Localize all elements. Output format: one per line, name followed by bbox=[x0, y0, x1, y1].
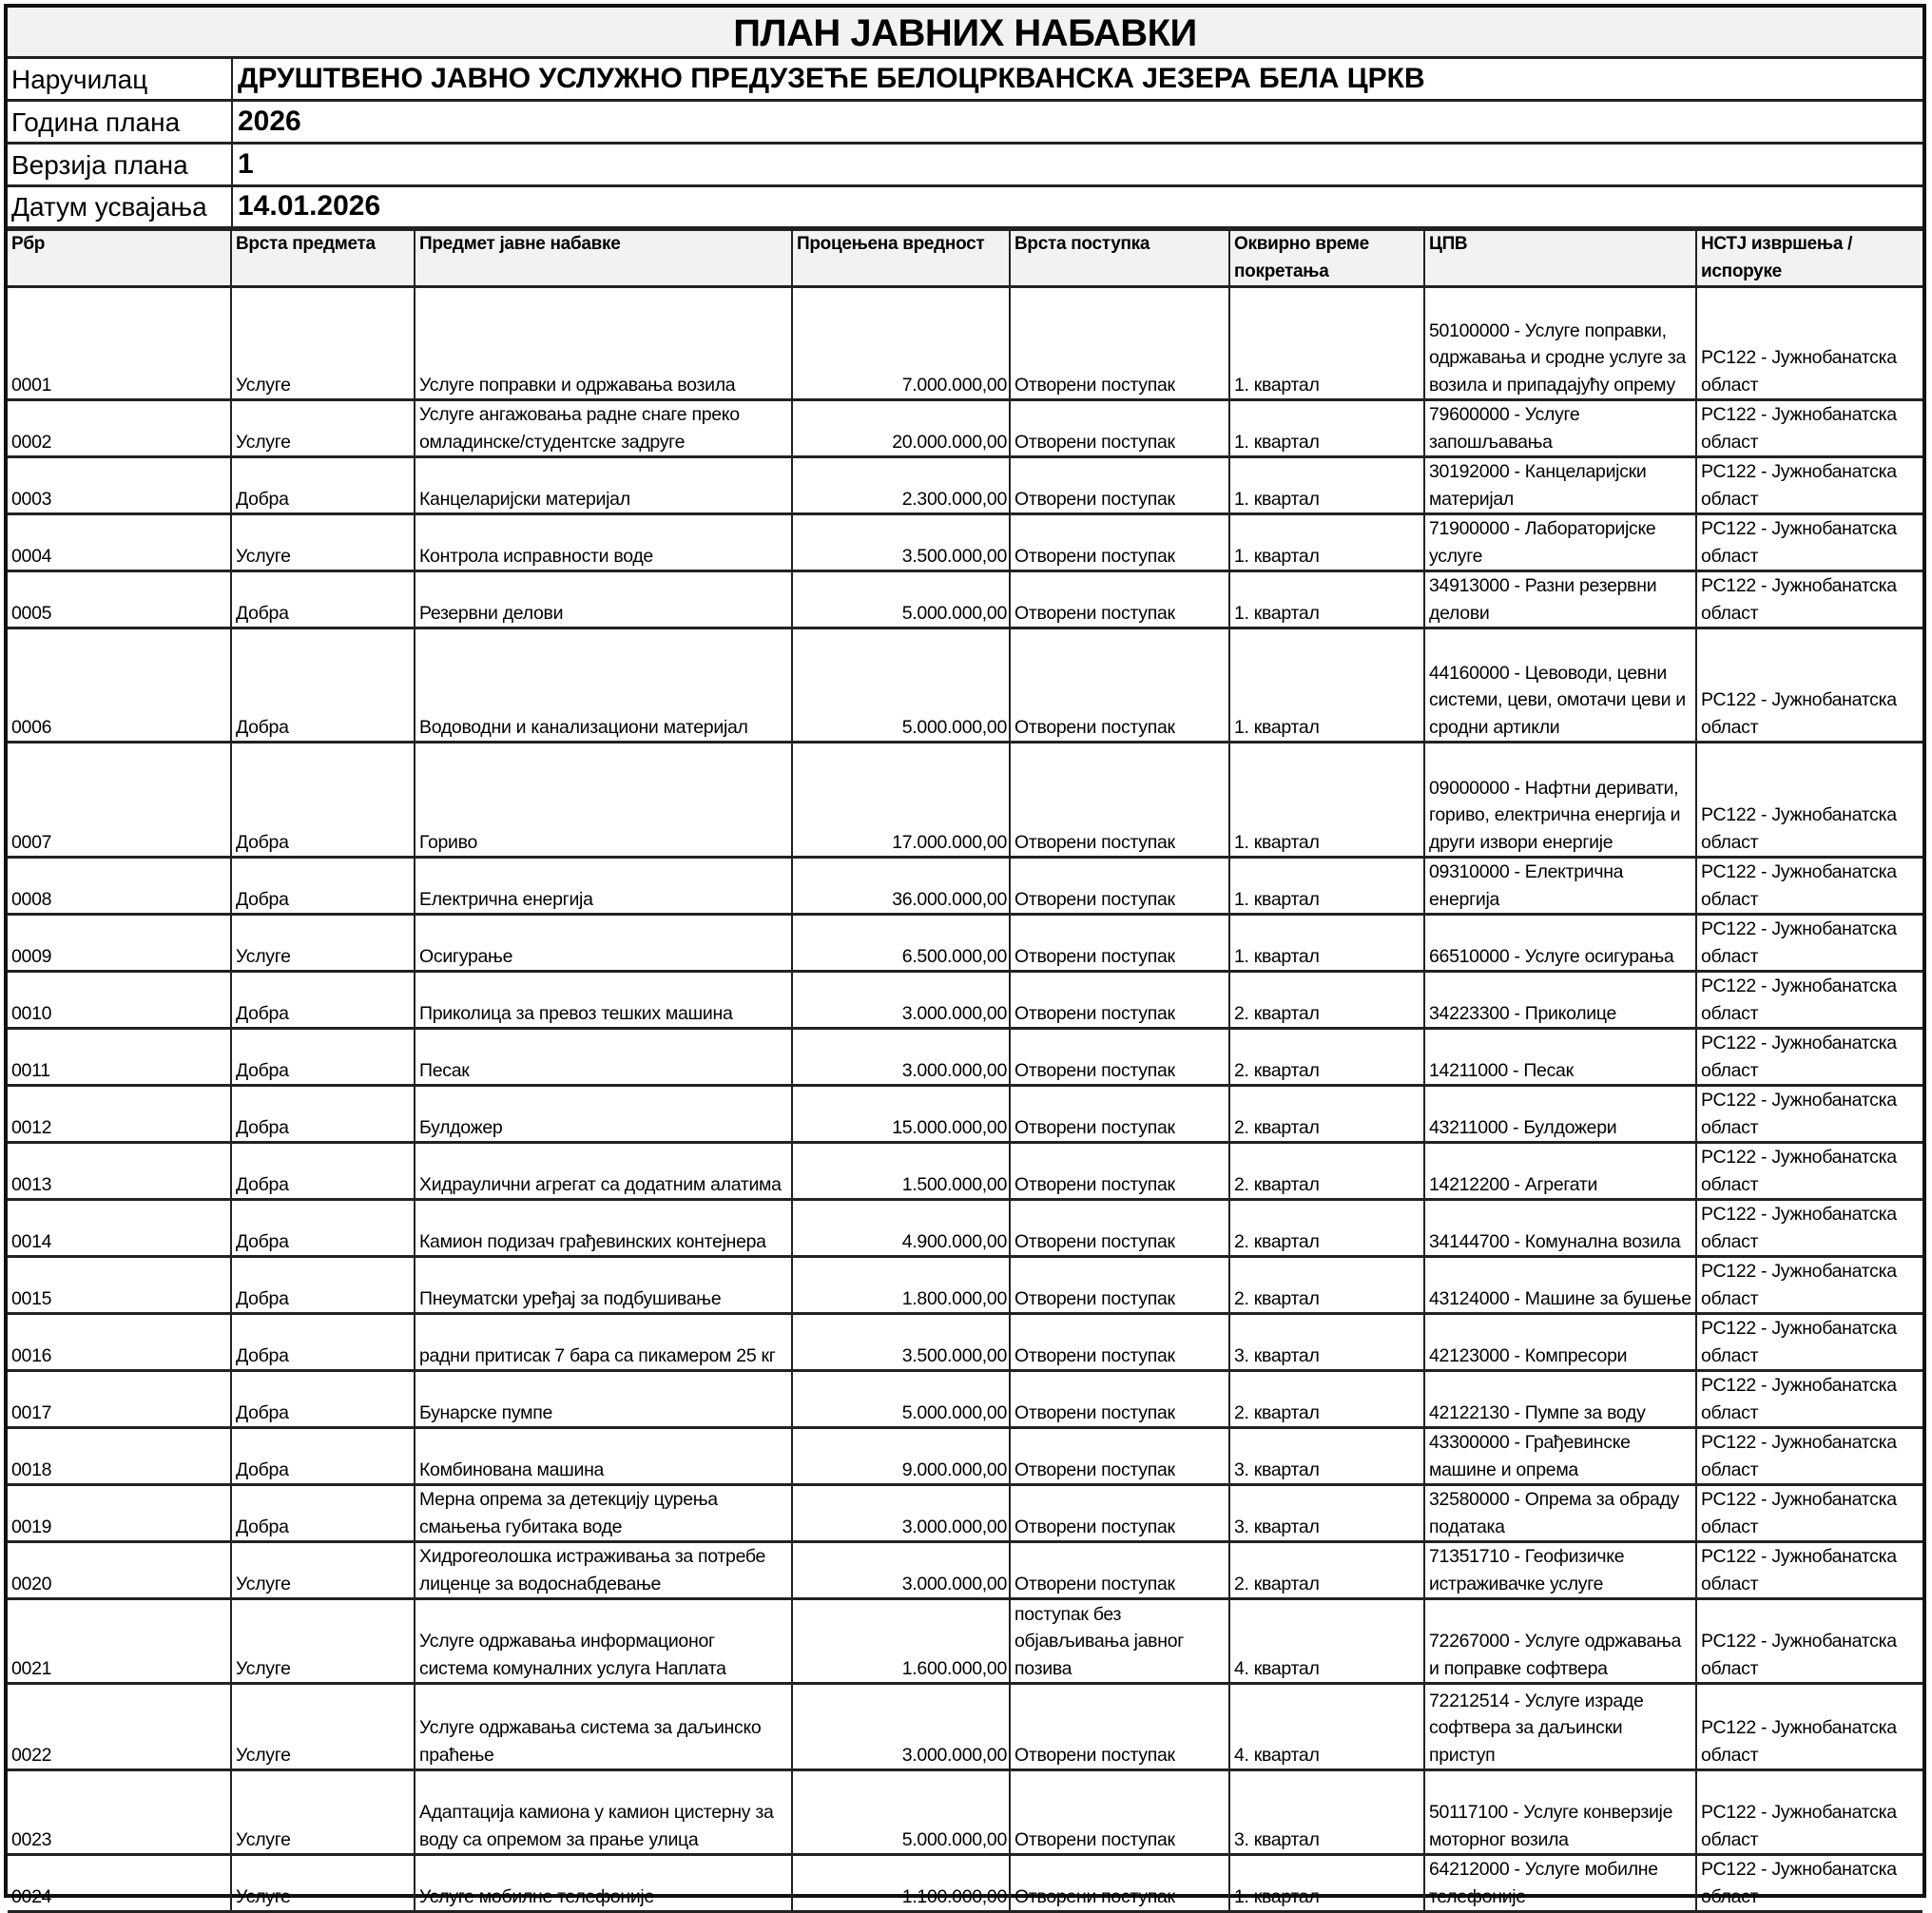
estimated-value-cell: 3.000.000,00 bbox=[792, 972, 1010, 1029]
procedure-type-cell: Отворени поступак bbox=[1010, 1770, 1229, 1855]
cpv-code-cell: 09000000 - Нафтни деривати, гориво, електрична енергија и други извори енергије bbox=[1424, 743, 1696, 858]
item-subject-cell: Гориво bbox=[415, 743, 792, 858]
table-row bbox=[8, 1599, 1922, 1684]
item-type-cell: Услуге bbox=[231, 400, 415, 457]
item-subject-cell: Услуге одржавања информационог система комуналних услуга Наплата bbox=[415, 1599, 792, 1684]
procedure-type-cell: поступак без објављивања јавног позива bbox=[1010, 1599, 1229, 1684]
estimated-value-cell: 1.500.000,00 bbox=[792, 1143, 1010, 1200]
procedure-type-cell: Отворени поступак bbox=[1010, 972, 1229, 1029]
launch-period-cell: 3. квартал bbox=[1229, 1428, 1424, 1485]
table-row bbox=[8, 1143, 1922, 1200]
item-type-cell: Добра bbox=[231, 628, 415, 743]
row-number-cell: 0009 bbox=[8, 915, 231, 972]
divider bbox=[231, 102, 233, 142]
item-subject-cell: Услуге ангажовања радне снаге преко омладинске/студентске задруге bbox=[415, 400, 792, 457]
launch-period-cell: 2. квартал bbox=[1229, 1371, 1424, 1428]
meta-label: Верзија плана bbox=[11, 150, 188, 180]
item-type-cell: Услуге bbox=[231, 915, 415, 972]
item-type-cell: Услуге bbox=[231, 1684, 415, 1770]
launch-period-cell: 2. квартал bbox=[1229, 1200, 1424, 1257]
launch-period-cell: 1. квартал bbox=[1229, 287, 1424, 400]
launch-period-cell: 2. квартал bbox=[1229, 1086, 1424, 1143]
cpv-code-cell: 42122130 - Пумпе за воду bbox=[1424, 1371, 1696, 1428]
procedure-type-cell: Отворени поступак bbox=[1010, 1855, 1229, 1912]
divider bbox=[231, 59, 233, 99]
item-type-cell: Услуге bbox=[231, 1770, 415, 1855]
row-number-cell: 0024 bbox=[8, 1855, 231, 1912]
estimated-value-cell: 3.000.000,00 bbox=[792, 1684, 1010, 1770]
launch-period-cell: 1. квартал bbox=[1229, 400, 1424, 457]
nstj-region-cell: РС122 - Јужнобанатска област bbox=[1696, 1257, 1922, 1314]
item-type-cell: Добра bbox=[231, 743, 415, 858]
nstj-region-cell: РС122 - Јужнобанатска област bbox=[1696, 1428, 1922, 1485]
estimated-value-cell: 9.000.000,00 bbox=[792, 1428, 1010, 1485]
launch-period-cell: 3. квартал bbox=[1229, 1770, 1424, 1855]
estimated-value-cell: 3.000.000,00 bbox=[792, 1029, 1010, 1086]
estimated-value-cell: 2.300.000,00 bbox=[792, 457, 1010, 514]
launch-period-cell: 1. квартал bbox=[1229, 457, 1424, 514]
item-type-cell: Добра bbox=[231, 1200, 415, 1257]
meta-label: Наручилац bbox=[11, 65, 148, 94]
table-row bbox=[8, 1485, 1922, 1542]
procedure-type-cell: Отворени поступак bbox=[1010, 571, 1229, 628]
row-number-cell: 0007 bbox=[8, 743, 231, 858]
nstj-region-cell: РС122 - Јужнобанатска област bbox=[1696, 400, 1922, 457]
nstj-region-cell: РС122 - Јужнобанатска област bbox=[1696, 628, 1922, 743]
launch-period-cell: 1. квартал bbox=[1229, 571, 1424, 628]
cpv-code-cell: 50100000 - Услуге поправки, одржавања и сродне услуге за возила и припадајућу опрему bbox=[1424, 287, 1696, 400]
cpv-code-cell: 72267000 - Услуге одржавања и поправке софтвера bbox=[1424, 1599, 1696, 1684]
cpv-code-cell: 64212000 - Услуге мобилне телефоније bbox=[1424, 1855, 1696, 1912]
estimated-value-cell: 3.500.000,00 bbox=[792, 514, 1010, 571]
table-row bbox=[8, 400, 1922, 457]
meta-row-date bbox=[8, 187, 1922, 229]
table-row bbox=[8, 1684, 1922, 1770]
row-number-cell: 0010 bbox=[8, 972, 231, 1029]
column-header: НСТЈ извршења / испоруке bbox=[1696, 230, 1922, 287]
table-row bbox=[8, 1855, 1922, 1912]
meta-row-client bbox=[8, 59, 1922, 102]
item-subject-cell: Мерна опрема за детекцију цурења смањења губитака воде bbox=[415, 1485, 792, 1542]
nstj-region-cell: РС122 - Јужнобанатска област bbox=[1696, 1314, 1922, 1371]
row-number-cell: 0001 bbox=[8, 287, 231, 400]
item-type-cell: Добра bbox=[231, 1485, 415, 1542]
row-number-cell: 0006 bbox=[8, 628, 231, 743]
nstj-region-cell: РС122 - Јужнобанатска област bbox=[1696, 514, 1922, 571]
row-number-cell: 0011 bbox=[8, 1029, 231, 1086]
item-subject-cell: Адаптација камиона у камион цистерну за воду са опремом за прање улица bbox=[415, 1770, 792, 1855]
row-number-cell: 0023 bbox=[8, 1770, 231, 1855]
procedure-type-cell: Отворени поступак bbox=[1010, 1542, 1229, 1599]
nstj-region-cell: РС122 - Јужнобанатска област bbox=[1696, 1770, 1922, 1855]
procedure-type-cell: Отворени поступак bbox=[1010, 1200, 1229, 1257]
nstj-region-cell: РС122 - Јужнобанатска област bbox=[1696, 1143, 1922, 1200]
nstj-region-cell: РС122 - Јужнобанатска област bbox=[1696, 1599, 1922, 1684]
cpv-code-cell: 43211000 - Булдожери bbox=[1424, 1086, 1696, 1143]
item-type-cell: Добра bbox=[231, 1143, 415, 1200]
estimated-value-cell: 4.900.000,00 bbox=[792, 1200, 1010, 1257]
nstj-region-cell: РС122 - Јужнобанатска област bbox=[1696, 1200, 1922, 1257]
launch-period-cell: 2. квартал bbox=[1229, 972, 1424, 1029]
estimated-value-cell: 5.000.000,00 bbox=[792, 1371, 1010, 1428]
row-number-cell: 0018 bbox=[8, 1428, 231, 1485]
cpv-code-cell: 34913000 - Разни резервни делови bbox=[1424, 571, 1696, 628]
estimated-value-cell: 1.800.000,00 bbox=[792, 1257, 1010, 1314]
procedure-type-cell: Отворени поступак bbox=[1010, 1029, 1229, 1086]
cpv-code-cell: 42123000 - Компресори bbox=[1424, 1314, 1696, 1371]
item-type-cell: Услуге bbox=[231, 1599, 415, 1684]
cpv-code-cell: 71351710 - Геофизичке истраживачке услуге bbox=[1424, 1542, 1696, 1599]
item-subject-cell: Услуге поправки и одржавања возила bbox=[415, 287, 792, 400]
cpv-code-cell: 43300000 - Грађевинске машине и опрема bbox=[1424, 1428, 1696, 1485]
column-header: ЦПВ bbox=[1424, 230, 1696, 287]
item-type-cell: Добра bbox=[231, 1086, 415, 1143]
row-number-cell: 0017 bbox=[8, 1371, 231, 1428]
launch-period-cell: 1. квартал bbox=[1229, 628, 1424, 743]
item-type-cell: Услуге bbox=[231, 287, 415, 400]
row-number-cell: 0003 bbox=[8, 457, 231, 514]
row-number-cell: 0016 bbox=[8, 1314, 231, 1371]
cpv-code-cell: 14212200 - Агрегати bbox=[1424, 1143, 1696, 1200]
launch-period-cell: 2. квартал bbox=[1229, 1542, 1424, 1599]
table-row bbox=[8, 743, 1922, 858]
column-header: Оквирно време покретања bbox=[1229, 230, 1424, 287]
table-row bbox=[8, 1770, 1922, 1855]
item-subject-cell: Канцеларијски материјал bbox=[415, 457, 792, 514]
item-subject-cell: Контрола исправности воде bbox=[415, 514, 792, 571]
table-row bbox=[8, 858, 1922, 915]
cpv-code-cell: 50117100 - Услуге конверзије моторног возила bbox=[1424, 1770, 1696, 1855]
item-type-cell: Услуге bbox=[231, 1542, 415, 1599]
cpv-code-cell: 14211000 - Песак bbox=[1424, 1029, 1696, 1086]
cpv-code-cell: 66510000 - Услуге осигурања bbox=[1424, 915, 1696, 972]
procedure-type-cell: Отворени поступак bbox=[1010, 400, 1229, 457]
page-title: ПЛАН ЈАВНИХ НАБАВКИ bbox=[8, 8, 1922, 59]
estimated-value-cell: 3.500.000,00 bbox=[792, 1314, 1010, 1371]
procedure-type-cell: Отворени поступак bbox=[1010, 1143, 1229, 1200]
item-type-cell: Добра bbox=[231, 1314, 415, 1371]
meta-label: Датум усвајања bbox=[11, 192, 207, 222]
nstj-region-cell: РС122 - Јужнобанатска област bbox=[1696, 1485, 1922, 1542]
procedure-type-cell: Отворени поступак bbox=[1010, 1371, 1229, 1428]
column-header: Врста поступка bbox=[1010, 230, 1229, 287]
launch-period-cell: 2. квартал bbox=[1229, 1257, 1424, 1314]
launch-period-cell: 2. квартал bbox=[1229, 1143, 1424, 1200]
launch-period-cell: 4. квартал bbox=[1229, 1684, 1424, 1770]
nstj-region-cell: РС122 - Јужнобанатска област bbox=[1696, 1855, 1922, 1912]
table-body bbox=[8, 287, 1922, 1912]
cpv-code-cell: 32580000 - Опрема за обраду података bbox=[1424, 1485, 1696, 1542]
meta-value: 2026 bbox=[238, 106, 301, 137]
item-subject-cell: Услуге одржавања система за даљинско праћење bbox=[415, 1684, 792, 1770]
launch-period-cell: 1. квартал bbox=[1229, 915, 1424, 972]
item-subject-cell: Осигурање bbox=[415, 915, 792, 972]
table-row bbox=[8, 1428, 1922, 1485]
row-number-cell: 0008 bbox=[8, 858, 231, 915]
table-row bbox=[8, 1314, 1922, 1371]
table-row bbox=[8, 287, 1922, 400]
row-number-cell: 0012 bbox=[8, 1086, 231, 1143]
item-subject-cell: Булдожер bbox=[415, 1086, 792, 1143]
estimated-value-cell: 5.000.000,00 bbox=[792, 571, 1010, 628]
procedure-type-cell: Отворени поступак bbox=[1010, 1257, 1229, 1314]
item-type-cell: Добра bbox=[231, 1029, 415, 1086]
cpv-code-cell: 44160000 - Цевоводи, цевни системи, цеви, омотачи цеви и сродни артикли bbox=[1424, 628, 1696, 743]
procurement-table bbox=[8, 229, 1922, 1913]
nstj-region-cell: РС122 - Јужнобанатска област bbox=[1696, 858, 1922, 915]
table-row bbox=[8, 972, 1922, 1029]
estimated-value-cell: 17.000.000,00 bbox=[792, 743, 1010, 858]
procedure-type-cell: Отворени поступак bbox=[1010, 915, 1229, 972]
estimated-value-cell: 20.000.000,00 bbox=[792, 400, 1010, 457]
item-type-cell: Добра bbox=[231, 571, 415, 628]
row-number-cell: 0004 bbox=[8, 514, 231, 571]
nstj-region-cell: РС122 - Јужнобанатска област bbox=[1696, 1086, 1922, 1143]
meta-value: 1 bbox=[238, 148, 254, 180]
procedure-type-cell: Отворени поступак bbox=[1010, 457, 1229, 514]
nstj-region-cell: РС122 - Јужнобанатска област bbox=[1696, 287, 1922, 400]
nstj-region-cell: РС122 - Јужнобанатска област bbox=[1696, 457, 1922, 514]
table-row bbox=[8, 1257, 1922, 1314]
divider bbox=[231, 187, 233, 226]
item-type-cell: Добра bbox=[231, 972, 415, 1029]
table-row bbox=[8, 514, 1922, 571]
nstj-region-cell: РС122 - Јужнобанатска област bbox=[1696, 571, 1922, 628]
item-subject-cell: Пнеуматски уређај за подбушивање bbox=[415, 1257, 792, 1314]
item-subject-cell: Приколица за превоз тешких машина bbox=[415, 972, 792, 1029]
procedure-type-cell: Отворени поступак bbox=[1010, 743, 1229, 858]
nstj-region-cell: РС122 - Јужнобанатска област bbox=[1696, 743, 1922, 858]
table-row bbox=[8, 915, 1922, 972]
table-row bbox=[8, 1200, 1922, 1257]
divider bbox=[231, 145, 233, 184]
item-subject-cell: Песак bbox=[415, 1029, 792, 1086]
column-header: Процењена вредност bbox=[792, 230, 1010, 287]
item-subject-cell: Камион подизач грађевинских контејнера bbox=[415, 1200, 792, 1257]
estimated-value-cell: 1.100.000,00 bbox=[792, 1855, 1010, 1912]
cpv-code-cell: 79600000 - Услуге запошљавања bbox=[1424, 400, 1696, 457]
row-number-cell: 0005 bbox=[8, 571, 231, 628]
row-number-cell: 0014 bbox=[8, 1200, 231, 1257]
item-subject-cell: Хидраулични агрегат са додатним алатима bbox=[415, 1143, 792, 1200]
table-row bbox=[8, 1371, 1922, 1428]
cpv-code-cell: 71900000 - Лабораторијске услуге bbox=[1424, 514, 1696, 571]
item-type-cell: Добра bbox=[231, 1371, 415, 1428]
table-row bbox=[8, 457, 1922, 514]
nstj-region-cell: РС122 - Јужнобанатска област bbox=[1696, 1542, 1922, 1599]
estimated-value-cell: 3.000.000,00 bbox=[792, 1542, 1010, 1599]
procurement-plan-sheet bbox=[4, 4, 1926, 1907]
procedure-type-cell: Отворени поступак bbox=[1010, 287, 1229, 400]
launch-period-cell: 1. квартал bbox=[1229, 514, 1424, 571]
nstj-region-cell: РС122 - Јужнобанатска област bbox=[1696, 915, 1922, 972]
table-header-row bbox=[8, 230, 1922, 287]
launch-period-cell: 2. квартал bbox=[1229, 1029, 1424, 1086]
meta-row-year bbox=[8, 102, 1922, 145]
item-subject-cell: Хидрогеолошка истраживања за потребе лиценце за водоснабдевање bbox=[415, 1542, 792, 1599]
item-subject-cell: Резервни делови bbox=[415, 571, 792, 628]
nstj-region-cell: РС122 - Јужнобанатска област bbox=[1696, 972, 1922, 1029]
table-row bbox=[8, 571, 1922, 628]
launch-period-cell: 3. квартал bbox=[1229, 1314, 1424, 1371]
nstj-region-cell: РС122 - Јужнобанатска област bbox=[1696, 1371, 1922, 1428]
procedure-type-cell: Отворени поступак bbox=[1010, 858, 1229, 915]
nstj-region-cell: РС122 - Јужнобанатска област bbox=[1696, 1684, 1922, 1770]
table-row bbox=[8, 1029, 1922, 1086]
meta-value: 14.01.2026 bbox=[238, 190, 381, 222]
estimated-value-cell: 5.000.000,00 bbox=[792, 1770, 1010, 1855]
estimated-value-cell: 1.600.000,00 bbox=[792, 1599, 1010, 1684]
meta-value: ДРУШТВЕНО ЈАВНО УСЛУЖНО ПРЕДУЗЕЋЕ БЕЛОЦРКВАНСКА ЈЕЗЕРА БЕЛА ЦРКВ bbox=[238, 63, 1425, 94]
nstj-region-cell: РС122 - Јужнобанатска област bbox=[1696, 1029, 1922, 1086]
launch-period-cell: 3. квартал bbox=[1229, 1485, 1424, 1542]
item-subject-cell: радни притисак 7 бара са пикамером 25 кг bbox=[415, 1314, 792, 1371]
row-number-cell: 0022 bbox=[8, 1684, 231, 1770]
estimated-value-cell: 36.000.000,00 bbox=[792, 858, 1010, 915]
row-number-cell: 0021 bbox=[8, 1599, 231, 1684]
launch-period-cell: 4. квартал bbox=[1229, 1599, 1424, 1684]
procedure-type-cell: Отворени поступак bbox=[1010, 1684, 1229, 1770]
procedure-type-cell: Отворени поступак bbox=[1010, 1428, 1229, 1485]
item-type-cell: Добра bbox=[231, 858, 415, 915]
item-type-cell: Добра bbox=[231, 1257, 415, 1314]
meta-label: Година плана bbox=[11, 107, 181, 137]
cpv-code-cell: 72212514 - Услуге израде софтвера за даљински приступ bbox=[1424, 1684, 1696, 1770]
item-subject-cell: Комбинована машина bbox=[415, 1428, 792, 1485]
cpv-code-cell: 30192000 - Канцеларијски материјал bbox=[1424, 457, 1696, 514]
table-row bbox=[8, 1086, 1922, 1143]
item-type-cell: Добра bbox=[231, 457, 415, 514]
procedure-type-cell: Отворени поступак bbox=[1010, 514, 1229, 571]
table-row bbox=[8, 628, 1922, 743]
item-subject-cell: Водоводни и канализациони материјал bbox=[415, 628, 792, 743]
estimated-value-cell: 3.000.000,00 bbox=[792, 1485, 1010, 1542]
procedure-type-cell: Отворени поступак bbox=[1010, 628, 1229, 743]
launch-period-cell: 1. квартал bbox=[1229, 1855, 1424, 1912]
cpv-code-cell: 34223300 - Приколице bbox=[1424, 972, 1696, 1029]
launch-period-cell: 1. квартал bbox=[1229, 858, 1424, 915]
item-subject-cell: Услуге мобилне телефоније bbox=[415, 1855, 792, 1912]
procedure-type-cell: Отворени поступак bbox=[1010, 1086, 1229, 1143]
estimated-value-cell: 5.000.000,00 bbox=[792, 628, 1010, 743]
estimated-value-cell: 15.000.000,00 bbox=[792, 1086, 1010, 1143]
item-subject-cell: Електрична енергија bbox=[415, 858, 792, 915]
cpv-code-cell: 43124000 - Машине за бушење bbox=[1424, 1257, 1696, 1314]
procedure-type-cell: Отворени поступак bbox=[1010, 1485, 1229, 1542]
column-header: Рбр bbox=[8, 230, 231, 287]
row-number-cell: 0019 bbox=[8, 1485, 231, 1542]
column-header: Врста предмета bbox=[231, 230, 415, 287]
item-type-cell: Добра bbox=[231, 1428, 415, 1485]
cpv-code-cell: 34144700 - Комунална возила bbox=[1424, 1200, 1696, 1257]
launch-period-cell: 1. квартал bbox=[1229, 743, 1424, 858]
row-number-cell: 0013 bbox=[8, 1143, 231, 1200]
row-number-cell: 0015 bbox=[8, 1257, 231, 1314]
row-number-cell: 0002 bbox=[8, 400, 231, 457]
estimated-value-cell: 6.500.000,00 bbox=[792, 915, 1010, 972]
table-row bbox=[8, 1542, 1922, 1599]
cpv-code-cell: 09310000 - Електрична енергија bbox=[1424, 858, 1696, 915]
column-header: Предмет јавне набавке bbox=[415, 230, 792, 287]
procedure-type-cell: Отворени поступак bbox=[1010, 1314, 1229, 1371]
meta-row-version bbox=[8, 145, 1922, 187]
row-number-cell: 0020 bbox=[8, 1542, 231, 1599]
estimated-value-cell: 7.000.000,00 bbox=[792, 287, 1010, 400]
item-type-cell: Услуге bbox=[231, 1855, 415, 1912]
item-subject-cell: Бунарске пумпе bbox=[415, 1371, 792, 1428]
item-type-cell: Услуге bbox=[231, 514, 415, 571]
